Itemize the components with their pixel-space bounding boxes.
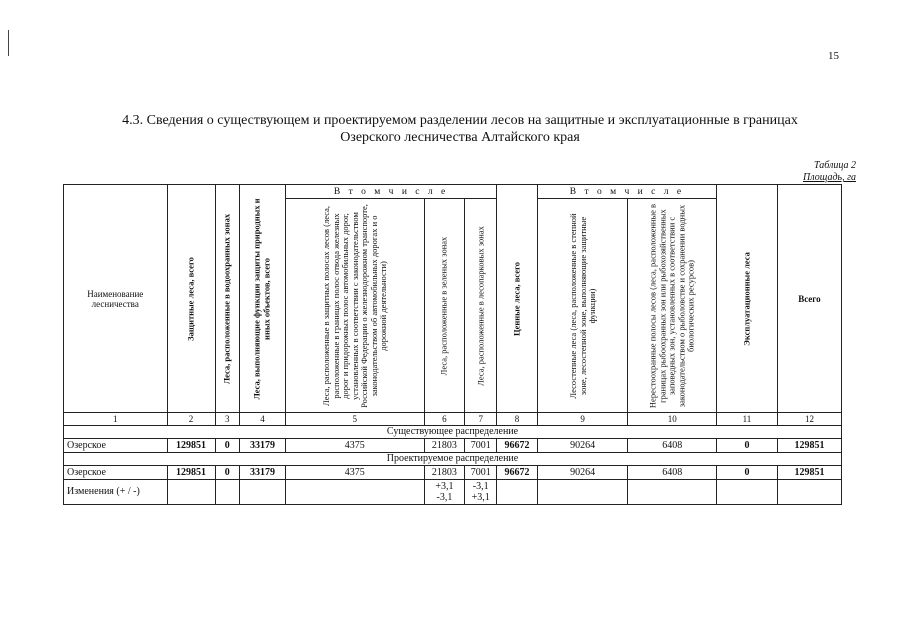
change-value: -3,1 xyxy=(436,492,453,503)
header-forestry-name: Наименование лесничества xyxy=(64,185,168,413)
cell-protective-total: 129851 xyxy=(167,439,215,453)
header-exploitation: Эксплуатационные леса xyxy=(717,185,778,413)
table-row-existing xyxy=(64,439,842,453)
change-value: +3,1 xyxy=(435,481,454,492)
change-value: +3,1 xyxy=(471,492,490,503)
cell-empty xyxy=(240,480,286,505)
cell-green-zones: 21803 xyxy=(424,466,465,480)
changes-label: Изменения (+ / -) xyxy=(64,480,168,505)
table-caption xyxy=(803,160,856,184)
column-number: 1 xyxy=(64,413,168,426)
forestry-name: Озерское xyxy=(64,439,168,453)
header-row-1 xyxy=(64,185,842,199)
header-forest-parks: Леса, расположенные в лесопарковых зонах xyxy=(465,199,497,413)
cell-protective-total: 129851 xyxy=(167,466,215,480)
column-number: 6 xyxy=(424,413,465,426)
cell-forest-parks-change xyxy=(465,480,497,505)
column-number: 11 xyxy=(717,413,778,426)
column-number: 7 xyxy=(465,413,497,426)
header-spawning-strips: Нерестоохранные полосы лесов (леса, расположенные в границах рыбоохранных зон или рыбохозяйственных заповедных зон, установленных в соответствии с законодательством о рыболовстве и сохранении водных биологических ресурсов) xyxy=(628,199,717,413)
cell-forest-parks: 7001 xyxy=(465,466,497,480)
cell-spawning-strips: 6408 xyxy=(628,439,717,453)
cell-green-zones: 21803 xyxy=(424,439,465,453)
column-number: 2 xyxy=(167,413,215,426)
section-existing-title-row xyxy=(64,426,842,439)
cell-empty xyxy=(628,480,717,505)
cell-empty xyxy=(285,480,424,505)
cell-protective-strips: 4375 xyxy=(285,466,424,480)
column-number-row xyxy=(64,413,842,426)
column-number: 5 xyxy=(285,413,424,426)
header-including-1: В т о м ч и с л е xyxy=(285,185,496,199)
cell-total: 129851 xyxy=(777,466,841,480)
forestry-name: Озерское xyxy=(64,466,168,480)
table-label: Таблица 2 xyxy=(814,160,856,171)
change-value: -3,1 xyxy=(472,481,489,492)
binder-mark xyxy=(8,30,9,56)
unit-label: Площадь, га xyxy=(802,172,856,183)
cell-empty xyxy=(215,480,240,505)
cell-exploitation: 0 xyxy=(717,439,778,453)
cell-steppe-forests: 90264 xyxy=(537,439,628,453)
cell-forest-parks: 7001 xyxy=(465,439,497,453)
header-steppe-forests: Лесостепные леса (леса, расположенные в степной зоне, лесостепной зоне, выполняющие защитные функции) xyxy=(537,199,628,413)
header-water-protection: Леса, расположенные в водоохранных зонах xyxy=(215,185,240,413)
column-number: 9 xyxy=(537,413,628,426)
cell-spawning-strips: 6408 xyxy=(628,466,717,480)
cell-water-protection: 0 xyxy=(215,439,240,453)
table-row-projected xyxy=(64,466,842,480)
cell-valuable-total: 96672 xyxy=(497,439,538,453)
column-number: 8 xyxy=(497,413,538,426)
section-title-projected: Проектируемое распределение xyxy=(64,453,842,466)
cell-empty xyxy=(537,480,628,505)
cell-natural-objects: 33179 xyxy=(240,466,286,480)
cell-water-protection: 0 xyxy=(215,466,240,480)
header-total: Всего xyxy=(777,185,841,413)
cell-protective-strips: 4375 xyxy=(285,439,424,453)
header-green-zones: Леса, расположенные в зеленых зонах xyxy=(424,199,465,413)
column-number: 10 xyxy=(628,413,717,426)
cell-steppe-forests: 90264 xyxy=(537,466,628,480)
column-number: 4 xyxy=(240,413,286,426)
section-title-existing: Существующее распределение xyxy=(64,426,842,439)
cell-empty xyxy=(497,480,538,505)
page-number: 15 xyxy=(828,50,839,62)
cell-empty xyxy=(167,480,215,505)
header-valuable-total: Ценные леса, всего xyxy=(497,185,538,413)
header-protective-total: Защитные леса, всего xyxy=(167,185,215,413)
table-row-changes xyxy=(64,480,842,505)
header-protective-strips: Леса, расположенные в защитных полосах лесов (леса, расположенные в границах полос отвода железных дорог и придорожных полос автомобильных дорог, установленных в соответствии с законодательством Российской Федерации о железнодорожном транспорте, законодательством об автомобильных дорогах и о дорожной деятельности) xyxy=(285,199,424,413)
cell-empty xyxy=(777,480,841,505)
document-title xyxy=(70,112,850,146)
column-number: 12 xyxy=(777,413,841,426)
title-line-1: 4.3. Сведения о существующем и проектируемом разделении лесов на защитные и эксплуатационные в границах xyxy=(122,113,798,128)
cell-natural-objects: 33179 xyxy=(240,439,286,453)
cell-green-zones-change xyxy=(424,480,465,505)
cell-empty xyxy=(717,480,778,505)
header-natural-objects: Леса, выполняющие функции защиты природных и иных объектов, всего xyxy=(240,185,286,413)
cell-exploitation: 0 xyxy=(717,466,778,480)
column-number: 3 xyxy=(215,413,240,426)
header-including-2: В т о м ч и с л е xyxy=(537,185,716,199)
forest-division-table xyxy=(63,184,842,505)
cell-valuable-total: 96672 xyxy=(497,466,538,480)
section-projected-title-row xyxy=(64,453,842,466)
cell-total: 129851 xyxy=(777,439,841,453)
title-line-2: Озерского лесничества Алтайского края xyxy=(340,130,580,145)
